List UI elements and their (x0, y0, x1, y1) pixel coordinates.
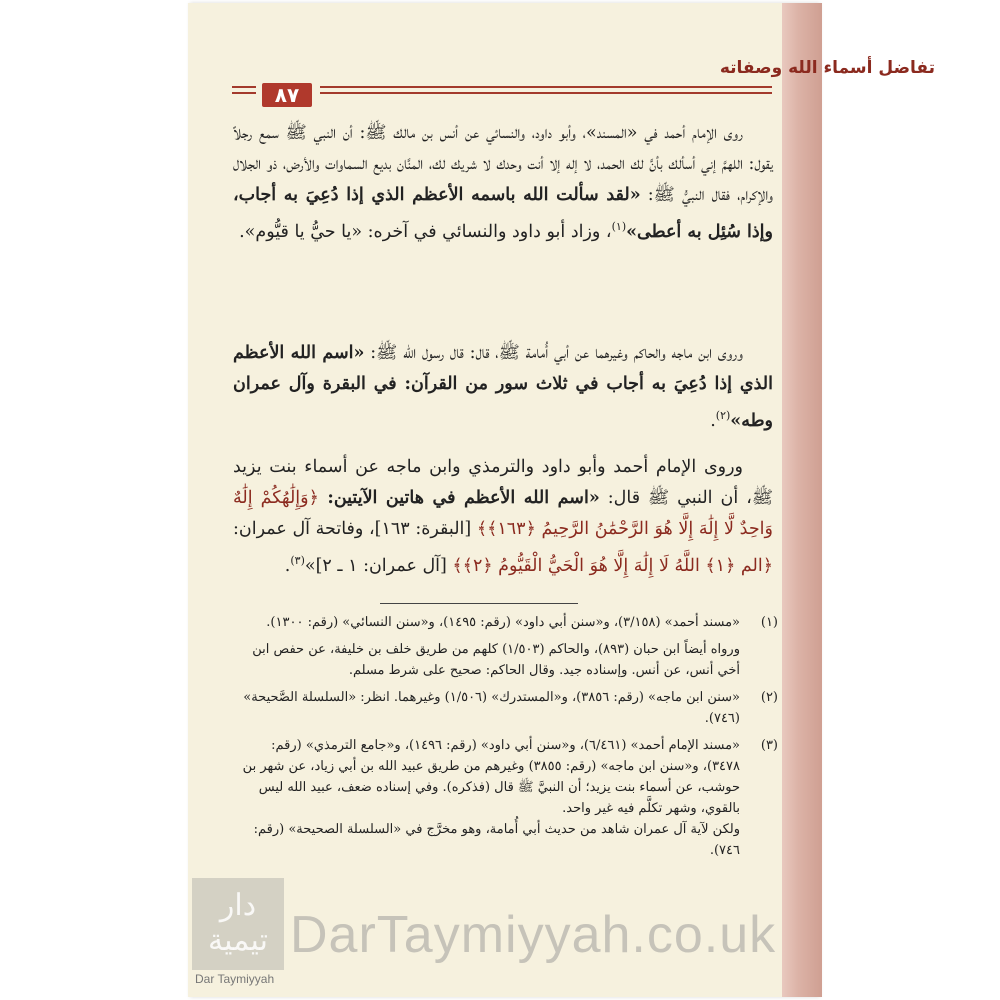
footnote-text: ولكن لآية آل عمران شاهد من حديث أبي أُمامة، وهو مخرَّج في «السلسلة الصحيحة» (رقم: ٧٤٦). (253, 822, 740, 858)
footnote-text: «مسند أحمد» (٣/١٥٨)، و«سنن أبي داود» (رقم: ١٤٩٥)، و«سنن النسائي» (رقم: ١٣٠٠). (266, 615, 740, 630)
hadith-quote: «لقد سألت الله باسمه الأعظم الذي إذا دُعِيَ به أجاب، وإذا سُئِل به أعطى» (233, 185, 773, 242)
page-number: ٨٧ (262, 83, 312, 107)
verse-reference: [البقرة: ١٦٣]، وفاتحة آل عمران: (233, 519, 477, 539)
header-rule-2 (320, 92, 772, 94)
watermark-logo (192, 878, 284, 970)
footnote-2 (233, 687, 778, 729)
footnote-text: «سنن ابن ماجه» (رقم: ٣٨٥٦)، و«المستدرك» (١/٥٠٦) وغيرهما. انظر: «السلسلة الصَّحيحة» (٧٤٦). (243, 690, 740, 726)
footnote-number: (٢) (760, 690, 778, 705)
paragraph-3 (233, 452, 773, 582)
paragraph-tail: ، وزاد أبو داود والنسائي في آخره: «يا حيُّ يا قيُّوم». (239, 221, 612, 242)
footnote-1 (233, 612, 778, 633)
footnote-text: ورواه أيضاً ابن حبان (٨٩٣)، والحاكم (١/٥٠٣) كلهم من طريق خلف بن خليفة، عن حفص ابن أخي أنس، عن أنس. وإسناده جيد. وقال الحاكم: صحيح على شرط مسلم. (252, 642, 740, 678)
watermark-caption: Dar Taymiyyah (195, 972, 275, 986)
footnote-ref[interactable]: (٣) (290, 554, 305, 567)
watermark-logo-text: دار تيمية (208, 888, 268, 958)
paragraph-text: وروى ابن ماجه والحاكم وغيرهما عن أبي أُمامة ﷺ، قال: قال رسول الله ﷺ: (364, 343, 743, 363)
footnotes (233, 612, 778, 861)
paragraph-tail: . (710, 410, 716, 431)
verse-reference: [آل عمران: ١ ـ ٢]» (304, 555, 453, 576)
watermark-text: DarTaymiyyah.co.uk (290, 906, 777, 964)
footnote-number: (١) (760, 615, 778, 630)
footnote-3 (233, 735, 778, 819)
hadith-quote: «اسم الله الأعظم الذي إذا دُعِيَ به أجاب في ثلاث سور من القرآن: في البقرة وآل عمران وطه» (233, 343, 773, 431)
footnote-3-continued (233, 819, 778, 861)
header-rule (320, 86, 772, 88)
book-spine (782, 3, 822, 997)
header-rule-left (232, 86, 256, 88)
paragraph-1 (233, 118, 773, 248)
footnote-text: «مسند الإمام أحمد» (٦/٤٦١)، و«سنن أبي داود» (رقم: ١٤٩٦)، و«جامع الترمذي» (رقم: ٣٤٧٨)، و«سنن ابن ماجه» (رقم: ٣٨٥٥) وغيرهم من طريق عبيد الله بن أبي زياد، عن شهر بن حوشب، عن أسماء بنت يزيد؛ أن النبيَّ ﷺ قال (فذكره). وفي إسناده ضعف، عبيد الله ليس بالقوي، وشهر تكلَّم فيه غير واحد. (242, 738, 740, 816)
paragraph-text: وروى الإمام أحمد وأبو داود والترمذي وابن ماجه عن أسماء بنت يزيد ﷺ، أن النبي ﷺ قال: (233, 457, 773, 508)
quran-verse: ﴿الم ﴿١﴾ اللَّهُ لَا إِلَٰهَ إِلَّا هُوَ الْحَيُّ الْقَيُّومُ ﴿٢﴾﴾ (452, 555, 773, 576)
quran-verse: ﴿وَإِلَٰهُكُمْ إِلَٰهٌ وَاحِدٌ لَّا إِلَٰهَ إِلَّا هُوَ الرَّحْمَٰنُ الرَّحِيمُ ﴿١٦٣﴾﴾ (233, 488, 773, 539)
footnote-1-continued (233, 639, 778, 681)
header-rule-left-2 (232, 92, 256, 94)
paragraph-tail: . (284, 555, 291, 576)
hadith-quote: «اسم الله الأعظم في هاتين الآيتين: (318, 488, 600, 508)
paragraph-2 (233, 338, 773, 437)
footnote-ref[interactable]: (٢) (715, 409, 731, 422)
footnote-number: (٣) (760, 738, 778, 753)
running-header: تفاضل أسماء الله وصفاته (719, 58, 935, 78)
footnote-separator (380, 603, 578, 604)
footnote-ref[interactable]: (١) (611, 220, 627, 233)
paragraph-text: روى الإمام أحمد في «المسند»، وأبو داود، والنسائي عن أنس بن مالك ﷺ: أن النبي ﷺ سمع رجلاً يقول: اللهمَّ إني أسألك بأنَّ لك الحمد، لا إله إلا أنت وحدك لا شريك لك، المنَّان بديع السماوات والأرض، ذو الجلال والإكرام، فقال النبيُّ ﷺ: (233, 123, 773, 205)
